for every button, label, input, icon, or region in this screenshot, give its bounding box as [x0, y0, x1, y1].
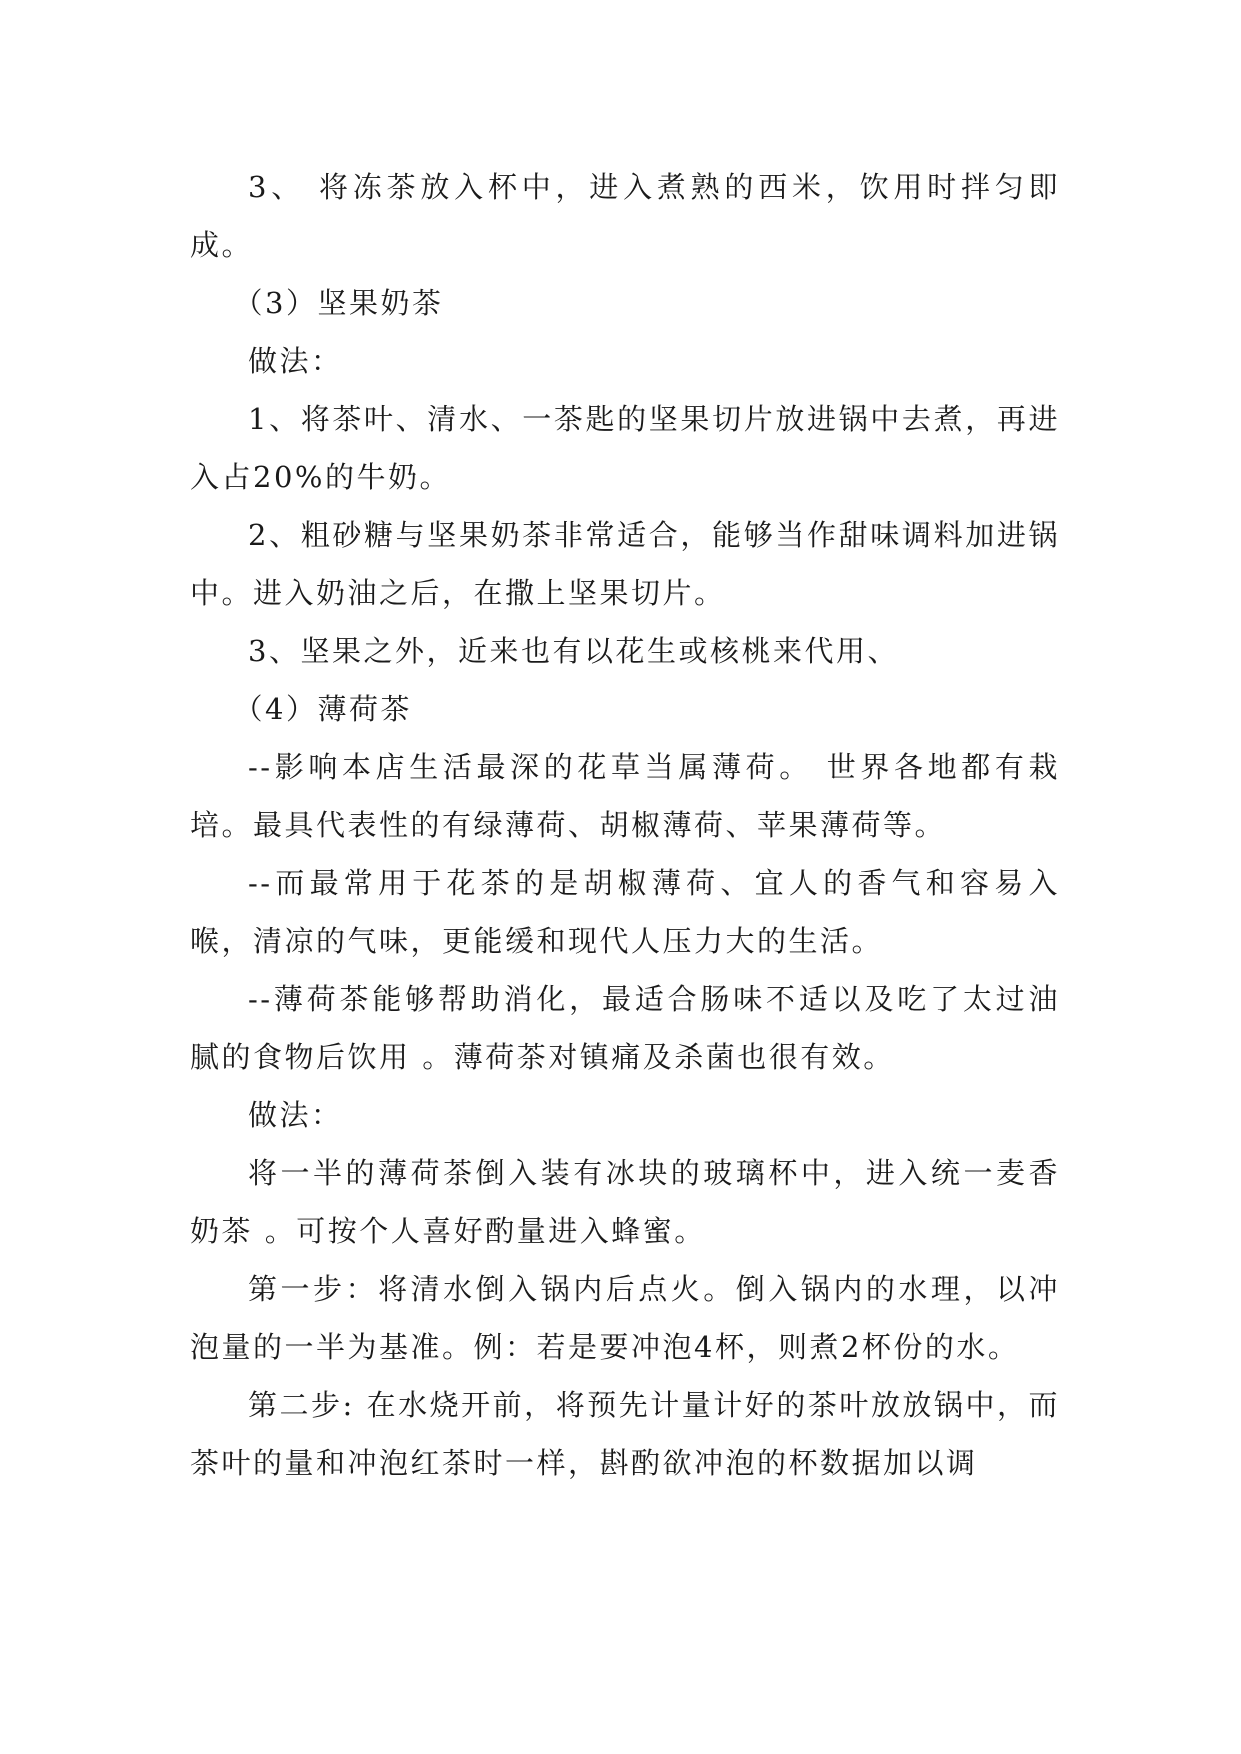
document-body	[190, 158, 1060, 1492]
section-heading: （3）坚果奶茶	[233, 286, 444, 320]
section-heading: （4）薄荷茶	[233, 692, 412, 726]
paragraph: 3、 将冻茶放入杯中，进入煮熟的西米，饮用时拌匀即成。	[190, 170, 1060, 262]
paragraph: 做法：	[248, 344, 343, 378]
paragraph: 做法：	[248, 1098, 343, 1132]
paragraph: --而最常用于花茶的是胡椒薄荷、宜人的香气和容易入喉，清凉的气味，更能缓和现代人压力大的生活。	[190, 866, 1060, 958]
paragraph: 第二步: 在水烧开前，将预先计量计好的茶叶放放锅中，而茶叶的量和冲泡红茶时一样，斟酌欲冲泡的杯数据加以调	[190, 1388, 1060, 1480]
paragraph: 第一步：将清水倒入锅内后点火。倒入锅内的水理，以冲泡量的一半为基准。例：若是要冲泡4杯，则煮2杯份的水。	[190, 1272, 1060, 1364]
paragraph: 2、粗砂糖与坚果奶茶非常适合，能够当作甜味调料加进锅中。进入奶油之后，在撒上坚果切片。	[190, 518, 1060, 610]
paragraph: 1、将茶叶、清水、一茶匙的坚果切片放进锅中去煮，再进入占20%的牛奶。	[190, 402, 1060, 494]
paragraph: --影响本店生活最深的花草当属薄荷。 世界各地都有栽培。最具代表性的有绿薄荷、胡椒薄荷、苹果薄荷等。	[190, 750, 1060, 842]
paragraph: 3、坚果之外，近来也有以花生或核桃来代用、	[248, 634, 899, 668]
paragraph: 将一半的薄荷茶倒入装有冰块的玻璃杯中，进入统一麦香奶茶 。可按个人喜好酌量进入蜂蜜。	[190, 1156, 1060, 1248]
paragraph: --薄荷茶能够帮助消化，最适合肠味不适以及吃了太过油腻的食物后饮用 。薄荷茶对镇痛及杀菌也很有效。	[190, 982, 1060, 1074]
